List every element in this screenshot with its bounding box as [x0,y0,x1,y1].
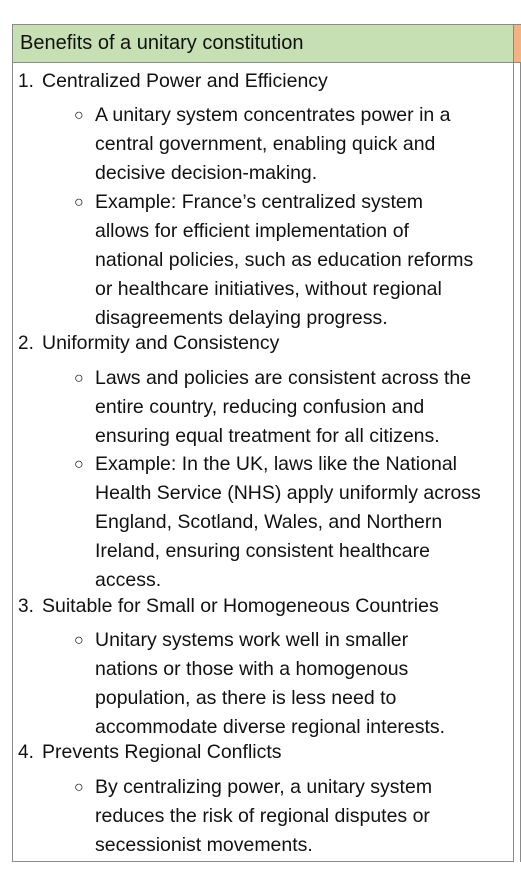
bullet-circle-icon: ○ [74,107,84,124]
section-heading: Uniformity and Consistency [42,332,280,354]
header-title: Benefits of a unitary constitution [20,32,304,54]
bullet-text-line: allows for efficient implementation of [95,220,409,242]
bullet-text-line: reduces the risk of regional disputes or [95,805,430,827]
bullet-circle-icon: ○ [74,632,84,649]
list-number: 3. [18,596,34,617]
bullet-text-line: Unitary systems work well in smaller [95,629,409,651]
section-heading: Prevents Regional Conflicts [42,741,282,763]
bullet-text-line: Health Service (NHS) apply uniformly across [95,482,481,504]
bullet-text-line: nations or those with a homogenous [95,658,409,680]
bullet-text-line: entire country, reducing confusion and [95,396,425,418]
bullet-circle-icon: ○ [74,370,84,387]
section-heading: Suitable for Small or Homogeneous Countries [42,595,439,617]
bullet-text-line: By centralizing power, a unitary system [95,776,433,798]
adjacent-cell-edge [514,24,521,63]
bullet-text-line: secessionist movements. [95,834,313,856]
bullet-text-line: Example: France’s centralized system [95,191,424,213]
section-heading: Centralized Power and Efficiency [42,70,328,92]
bullet-text-line: Example: In the UK, laws like the National [95,453,458,475]
bullet-text-line: disagreements delaying progress. [95,307,388,329]
list-number: 4. [18,742,34,763]
bullet-text-line: England, Scotland, Wales, and Northern [95,511,443,533]
list-number: 2. [18,333,34,354]
bullet-text-line: national policies, such as education reforms [95,249,474,271]
bullet-text-line: ensuring equal treatment for all citizens. [95,425,440,447]
bullet-text-line: population, as there is less need to [95,687,397,709]
bullet-text-line: Laws and policies are consistent across the [95,367,472,389]
table-header-cell [12,24,514,63]
bullet-text-line: central government, enabling quick and [95,133,436,155]
bullet-circle-icon: ○ [74,456,84,473]
bullet-circle-icon: ○ [74,194,84,211]
bullet-text-line: decisive decision-making. [95,162,318,184]
bullet-text-line: Ireland, ensuring consistent healthcare [95,540,430,562]
list-number: 1. [18,71,34,92]
bullet-text-line: accommodate diverse regional interests. [95,716,446,738]
bullet-text-line: access. [95,569,162,591]
bullet-circle-icon: ○ [74,779,84,796]
bullet-text-line: or healthcare initiatives, without regional [95,278,442,300]
bullet-text-line: A unitary system concentrates power in a [95,104,451,126]
